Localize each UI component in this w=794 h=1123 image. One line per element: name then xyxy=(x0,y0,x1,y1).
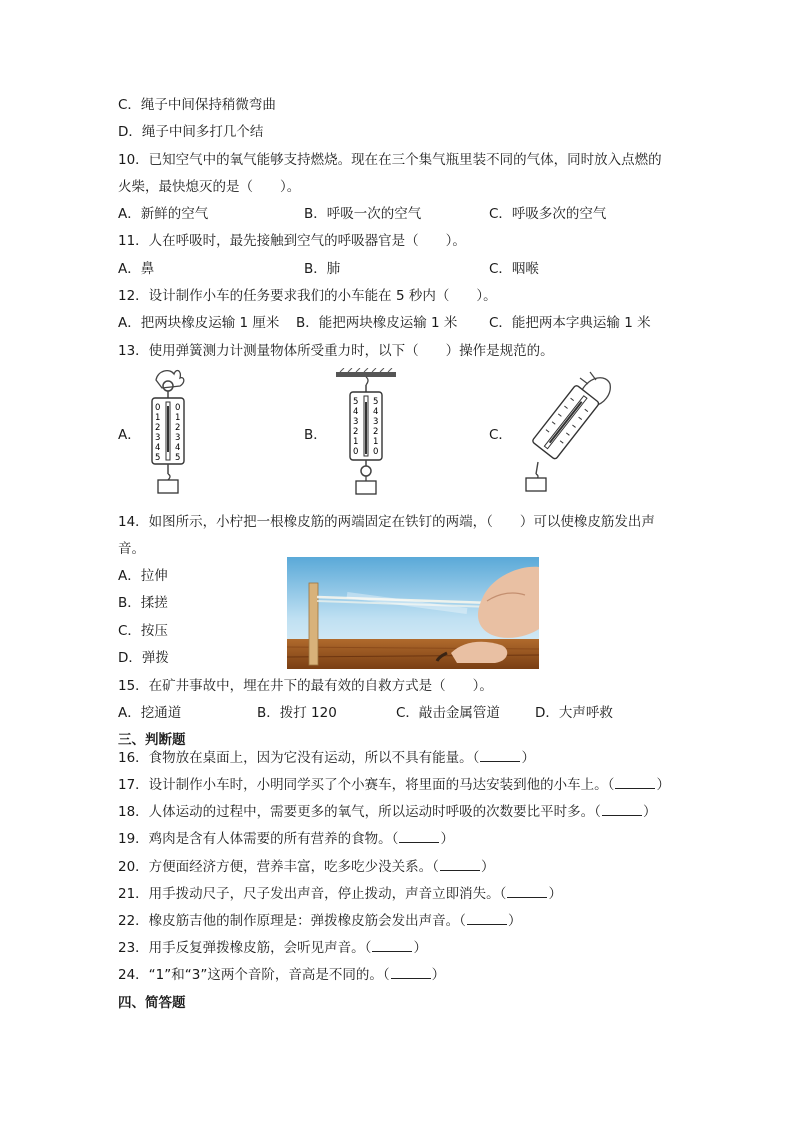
scale-a-left-label: 1 xyxy=(155,413,161,423)
scale-b-right-label: 5 xyxy=(373,397,379,407)
scale-a-right-labels xyxy=(175,403,180,463)
q12-option-a: A．把两块橡皮运输 1 厘米 xyxy=(118,315,280,331)
scale-a-right-label: 5 xyxy=(175,453,181,463)
q12-option-b: B．能把两块橡皮运输 1 米 xyxy=(296,315,458,331)
scale-b-left-label: 1 xyxy=(353,437,359,447)
scale-a-left-label: 2 xyxy=(155,423,161,433)
spring-scale-c-figure xyxy=(516,370,614,494)
q15-stem: 15．在矿井事故中，埋在井下的最有效的自救方式是（ ）。 xyxy=(118,678,493,694)
scale-a-left-label: 4 xyxy=(155,443,161,453)
scale-b-right-label: 2 xyxy=(373,427,379,437)
judge-close: ） xyxy=(521,750,535,766)
judge-item-24 xyxy=(118,966,445,984)
q10-option-a: A．新鲜的空气 xyxy=(118,206,209,222)
section-short-answer-heading: 四、简答题 xyxy=(118,995,186,1011)
q14-option-c: C．按压 xyxy=(118,623,168,639)
judge-text: 20．方便面经济方便，营养丰富，吃多吃少没关系。（ xyxy=(118,859,439,875)
scale-a-right-label: 1 xyxy=(175,413,181,423)
answer-blank[interactable] xyxy=(507,885,547,898)
section-judge-heading: 三、判断题 xyxy=(118,732,186,748)
judge-close: ） xyxy=(431,967,446,983)
judge-text: 16．食物放在桌面上，因为它没有运动，所以不具有能量。（ xyxy=(118,750,480,766)
q11-stem: 11．人在呼吸时，最先接触到空气的呼吸器官是（ ）。 xyxy=(118,233,466,249)
judge-text: 19．鸡肉是含有人体需要的所有营养的食物。（ xyxy=(118,831,399,847)
scale-b-right-labels xyxy=(373,397,378,457)
judge-text: 17．设计制作小车时，小明同学买了个小赛车，将里面的马达安装到他的小车上。（ xyxy=(118,777,615,793)
scale-a-right-label: 4 xyxy=(175,443,181,453)
q10-stem-line1: 10．已知空气中的氧气能够支持燃烧。现在在三个集气瓶里装不同的气体，同时放入点燃的 xyxy=(118,152,662,168)
q12-stem: 12．设计制作小车的任务要求我们的小车能在 5 秒内（ ）。 xyxy=(118,288,497,304)
q15-option-c: C．敲击金属管道 xyxy=(396,705,500,721)
q11-option-b: B．肺 xyxy=(304,261,341,277)
q13-stem: 13．使用弹簧测力计测量物体所受重力时，以下（ ）操作是规范的。 xyxy=(118,343,554,359)
scale-a-right-label: 0 xyxy=(175,403,181,413)
answer-blank[interactable] xyxy=(615,776,655,789)
q11-option-a: A．鼻 xyxy=(118,261,155,277)
judge-close: ） xyxy=(642,804,657,820)
scale-b-right-label: 0 xyxy=(373,447,379,457)
scale-b-left-label: 3 xyxy=(353,417,359,427)
q9-option-c: C．绳子中间保持稍微弯曲 xyxy=(118,97,276,113)
answer-blank[interactable] xyxy=(372,939,412,952)
q14-option-b: B．揉搓 xyxy=(118,595,168,611)
q10-option-b: B．呼吸一次的空气 xyxy=(304,206,422,222)
judge-item-18 xyxy=(118,803,656,821)
judge-close: ） xyxy=(507,913,522,929)
rubber-band-illustration xyxy=(287,557,539,669)
q14-option-a: A．拉伸 xyxy=(118,568,168,584)
judge-text: 23．用手反复弹拨橡皮筋，会听见声音。（ xyxy=(118,940,372,956)
scale-a-right-label: 2 xyxy=(175,423,181,433)
rubber-band-photo xyxy=(287,557,539,669)
judge-item-23 xyxy=(118,939,427,957)
q14-option-d: D．弹拨 xyxy=(118,650,169,666)
q14-stem-line1: 14．如图所示，小柠把一根橡皮筋的两端固定在铁钉的两端，（ ）可以使橡皮筋发出声 xyxy=(118,514,655,530)
scale-a-right-label: 3 xyxy=(175,433,181,443)
scale-b-left-label: 5 xyxy=(353,397,359,407)
judge-text: 22．橡皮筋吉他的制作原理是：弹拨橡皮筋会发出声音。（ xyxy=(118,913,466,929)
scale-a-left-labels xyxy=(155,403,160,463)
q15-option-a: A．挖通道 xyxy=(118,705,182,721)
q9-option-d: D．绳子中间多打几个结 xyxy=(118,124,264,140)
judge-close: ） xyxy=(548,886,562,902)
judge-item-17 xyxy=(118,776,670,794)
scale-a-left-label: 5 xyxy=(155,453,161,463)
judge-item-16 xyxy=(118,749,535,767)
judge-item-21 xyxy=(118,885,562,903)
q14-stem-line2: 音。 xyxy=(118,541,145,557)
spring-scale-a-figure xyxy=(140,366,200,498)
q13-option-c: C． xyxy=(489,427,512,443)
scale-b-left-label: 0 xyxy=(353,447,359,457)
scale-b-right-label: 4 xyxy=(373,407,379,417)
scale-b-left-label: 2 xyxy=(353,427,359,437)
answer-blank[interactable] xyxy=(480,749,520,762)
judge-close: ） xyxy=(413,940,427,956)
scale-b-left-labels xyxy=(353,397,358,457)
judge-close: ） xyxy=(440,831,454,847)
answer-blank[interactable] xyxy=(399,830,439,843)
judge-item-22 xyxy=(118,912,521,930)
answer-blank[interactable] xyxy=(391,966,431,979)
q15-option-d: D．大声呼救 xyxy=(535,705,613,721)
q15-option-b: B．拨打 120 xyxy=(257,705,337,721)
q11-option-c: C．咽喉 xyxy=(489,261,539,277)
q10-option-c: C．呼吸多次的空气 xyxy=(489,206,607,222)
scale-a-left-label: 0 xyxy=(155,403,161,413)
q13-option-b: B． xyxy=(304,427,327,443)
q13-option-a: A． xyxy=(118,427,141,443)
judge-text: 18．人体运动的过程中，需要更多的氧气，所以运动时呼吸的次数要比平时多。（ xyxy=(118,804,601,820)
answer-blank[interactable] xyxy=(440,858,480,871)
q10-stem-line2: 火柴，最快熄灭的是（ ）。 xyxy=(118,179,301,195)
answer-blank[interactable] xyxy=(602,803,642,816)
judge-close: ） xyxy=(656,777,670,793)
q12-option-c: C．能把两本字典运输 1 米 xyxy=(489,315,651,331)
judge-text: 24．“1”和“3”这两个音阶，音高是不同的。（ xyxy=(118,967,390,983)
scale-b-right-label: 1 xyxy=(373,437,379,447)
judge-text: 21．用手拨动尺子，尺子发出声音，停止拨动，声音立即消失。（ xyxy=(118,886,507,902)
scale-b-right-label: 3 xyxy=(373,417,379,427)
answer-blank[interactable] xyxy=(467,912,507,925)
judge-item-20 xyxy=(118,858,494,876)
scale-a-left-label: 3 xyxy=(155,433,161,443)
scale-b-left-label: 4 xyxy=(353,407,359,417)
judge-close: ） xyxy=(480,859,495,875)
judge-item-19 xyxy=(118,830,454,848)
spring-scale-b-figure xyxy=(334,368,398,498)
